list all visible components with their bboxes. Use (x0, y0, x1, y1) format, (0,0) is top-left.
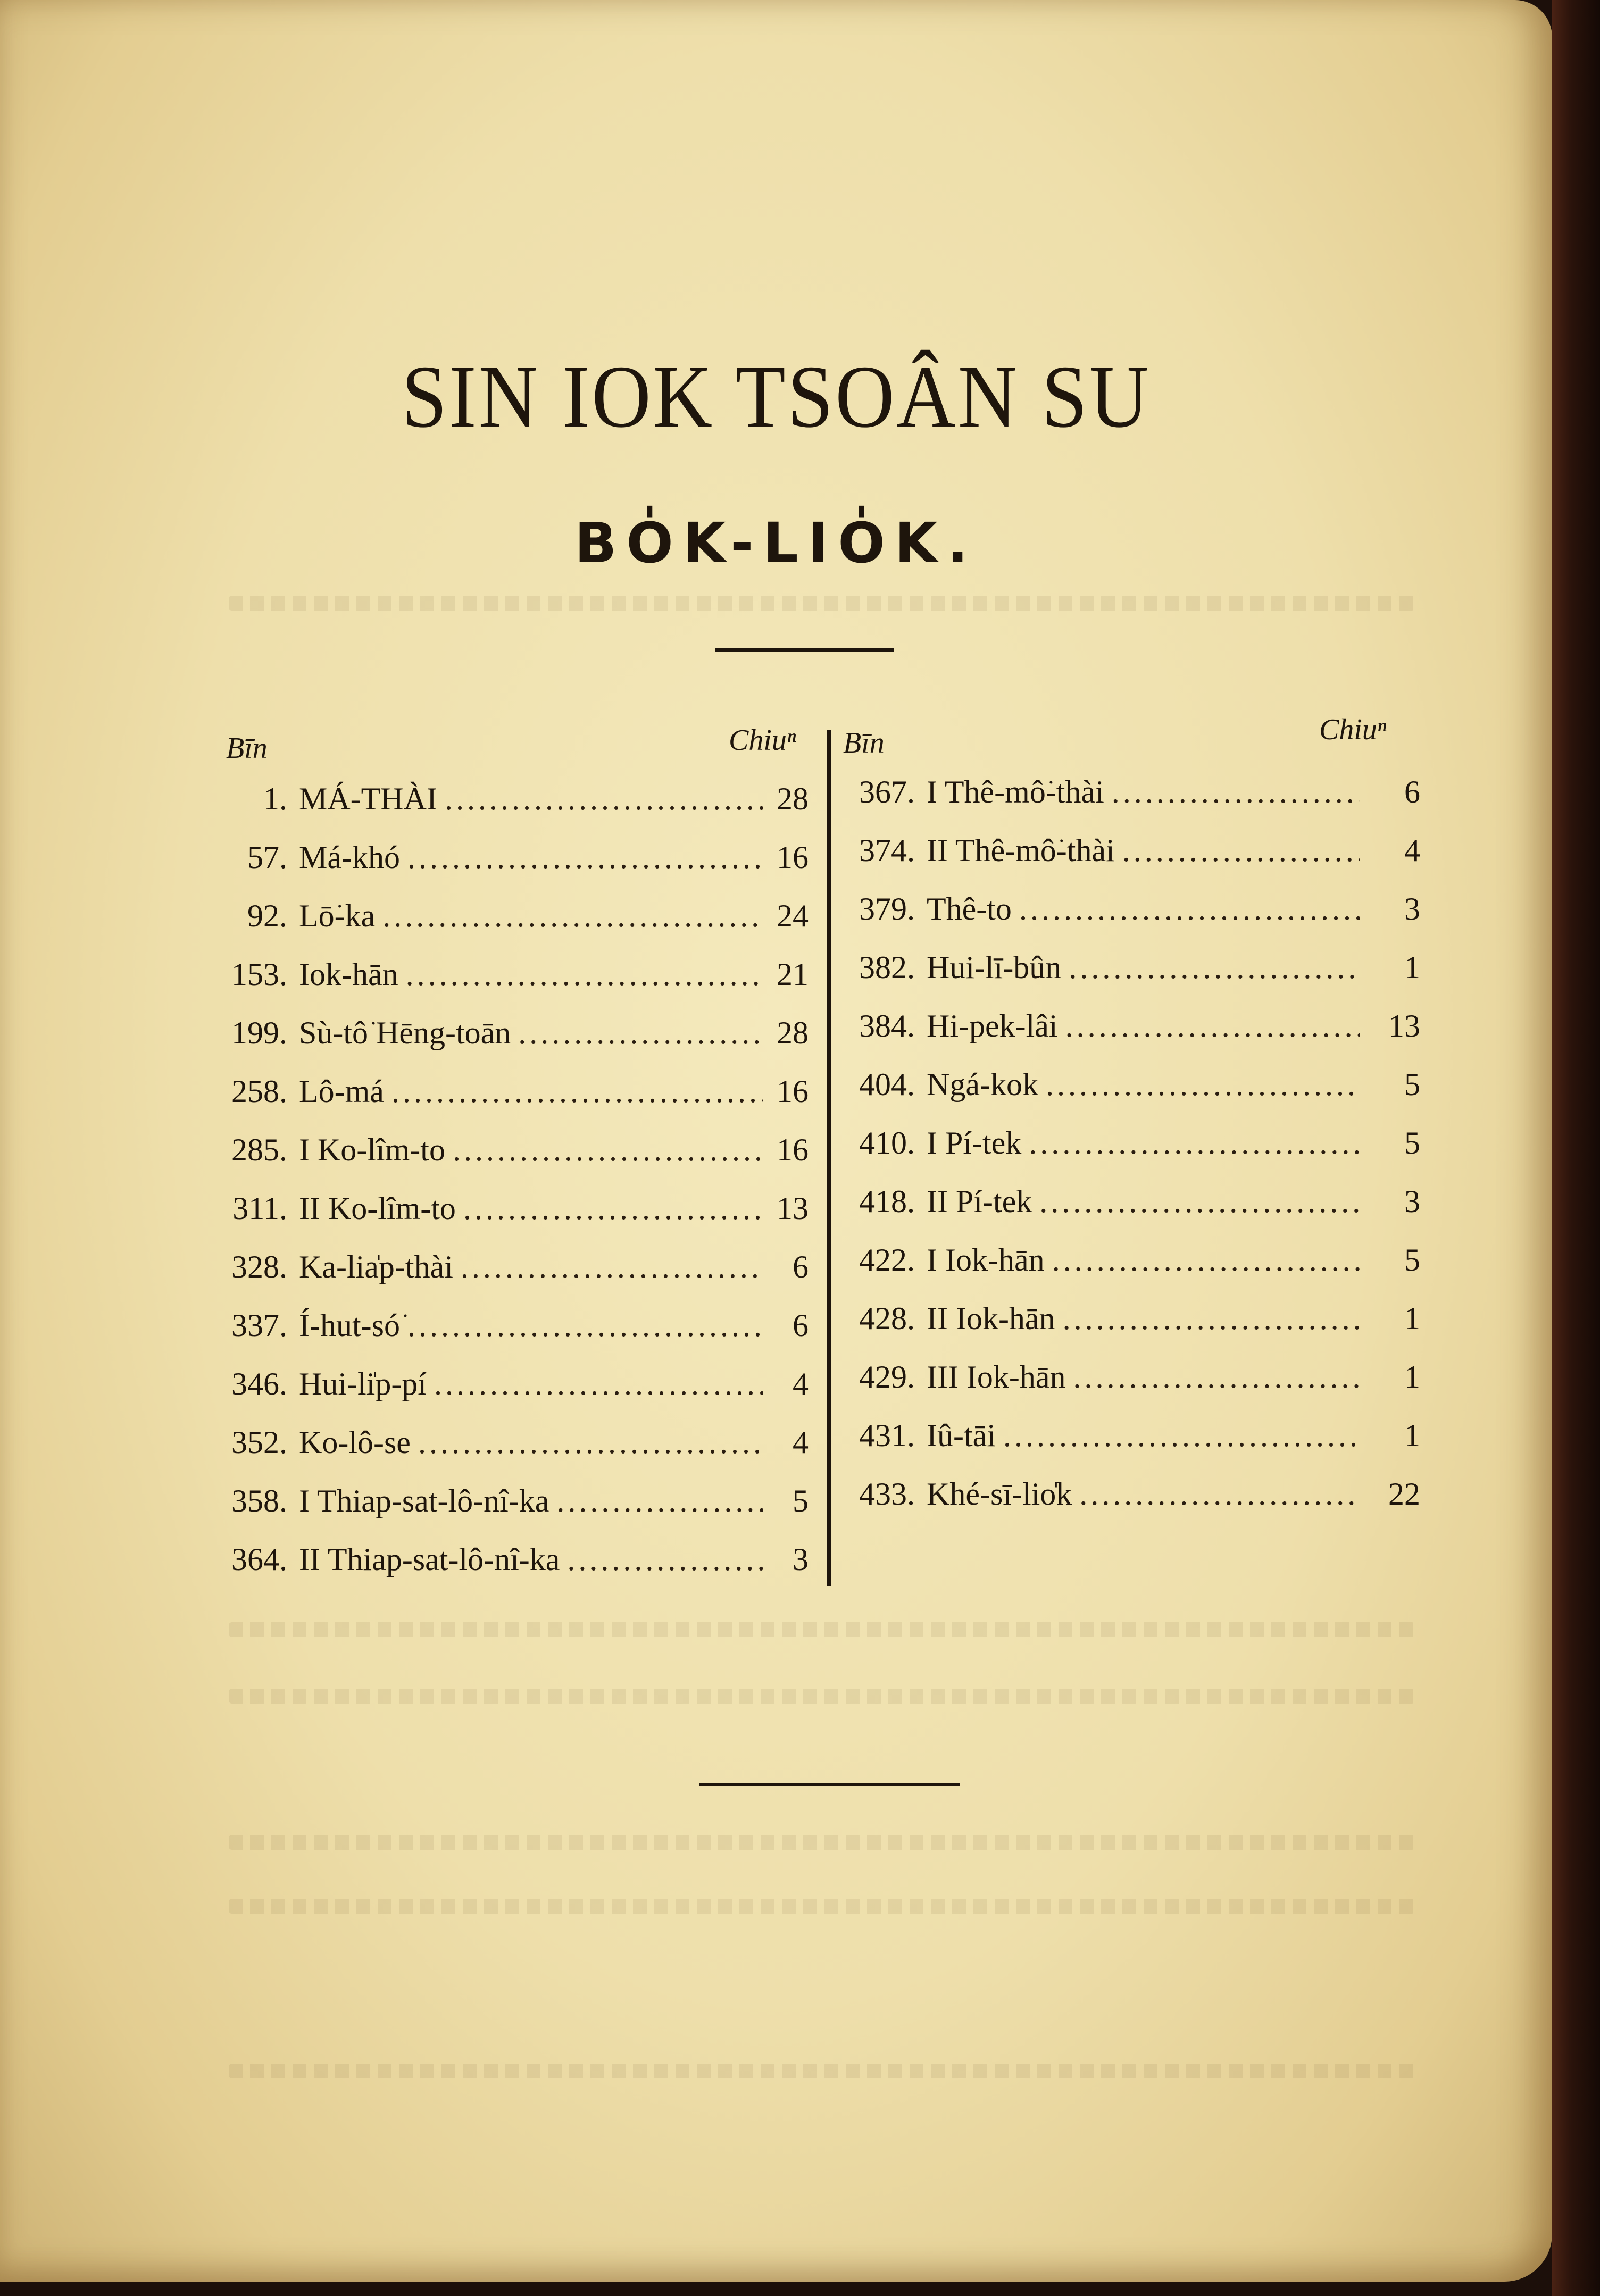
page-number: 404. (859, 1067, 915, 1102)
chapter-count: 16 (777, 1132, 809, 1167)
dot-leader (407, 839, 763, 876)
dot-leader (407, 1307, 763, 1344)
chapter-count: 16 (777, 1074, 809, 1109)
contents-entry (835, 774, 1420, 832)
right-chapter-header: Chiuⁿ (1319, 713, 1387, 746)
book-name: Hi-pek-lâi (927, 1008, 1058, 1043)
book-name: Í-hut-só͘ (299, 1308, 400, 1343)
page-number: 429. (859, 1359, 915, 1395)
chapter-count: 6 (1404, 774, 1420, 809)
dot-leader (1029, 1125, 1360, 1162)
chapter-count: 1 (1404, 950, 1420, 985)
chapter-count: 3 (1404, 891, 1420, 926)
chapter-count: 5 (1404, 1067, 1420, 1102)
chapter-count: 4 (793, 1366, 809, 1401)
contents-entry (835, 1008, 1420, 1066)
page-number: 382. (859, 950, 915, 985)
bleed-through-line (229, 2064, 1415, 2078)
chapter-count: 3 (793, 1542, 809, 1577)
page-number: 433. (859, 1476, 915, 1512)
book-name: Ngá-kok (927, 1067, 1038, 1102)
book-name: Ko-lô-se (299, 1425, 411, 1460)
dot-leader (556, 1483, 763, 1519)
book-name: Iok-hān (299, 957, 398, 992)
contents-entry (835, 949, 1420, 1008)
dot-leader (418, 1424, 763, 1461)
dot-leader (1112, 774, 1360, 811)
book-name: II Ko-lîm-to (299, 1191, 456, 1226)
page-number: 92. (247, 898, 287, 933)
page-number: 1. (263, 781, 287, 816)
dot-leader (434, 1366, 763, 1402)
contents-entry (835, 1476, 1420, 1534)
contents-entry (835, 891, 1420, 949)
chapter-count: 22 (1388, 1476, 1420, 1512)
contents-entry (223, 1073, 809, 1132)
left-page-header: Bīn (226, 732, 268, 765)
dot-leader (445, 781, 763, 817)
page-number: 358. (231, 1483, 287, 1518)
book-name: Sù-tô͘ Hēng-toān (299, 1015, 511, 1050)
page-number: 364. (231, 1542, 287, 1577)
contents-entry (223, 1190, 809, 1249)
contents-entry (835, 832, 1420, 891)
dot-leader (1019, 891, 1360, 928)
dot-leader (567, 1541, 763, 1578)
bleed-through-line (229, 1689, 1415, 1704)
contents-entry (223, 1249, 809, 1307)
chapter-count: 5 (1404, 1242, 1420, 1278)
page-number: 346. (231, 1366, 287, 1401)
chapter-count: 13 (1388, 1008, 1420, 1043)
page-title: SIN IOK TSOÂN SU (401, 347, 1151, 446)
book-name: I Iok-hān (927, 1242, 1045, 1278)
dot-leader (406, 956, 763, 993)
dot-leader (1039, 1183, 1360, 1220)
page-number: 199. (231, 1015, 287, 1050)
page-number: 410. (859, 1125, 915, 1160)
right-page-header: Bīn (843, 727, 885, 759)
dot-leader (382, 898, 763, 934)
book-name: Khé-sī-lio̍k (927, 1476, 1072, 1512)
chapter-count: 6 (793, 1308, 809, 1343)
bleed-through-line (229, 1899, 1415, 1914)
contents-entry (223, 898, 809, 956)
chapter-count: 5 (793, 1483, 809, 1518)
chapter-count: 16 (777, 840, 809, 875)
chapter-count: 5 (1404, 1125, 1420, 1160)
page-number: 337. (231, 1308, 287, 1343)
book-name: Thê-to (927, 891, 1012, 926)
page-number: 352. (231, 1425, 287, 1460)
contents-entry (835, 1242, 1420, 1300)
chapter-count: 13 (777, 1191, 809, 1226)
dot-leader (463, 1190, 763, 1227)
book-name: MÁ-THÀI (299, 781, 437, 816)
page-number: 311. (232, 1191, 287, 1226)
contents-entry (835, 1417, 1420, 1476)
dot-leader (1003, 1417, 1360, 1454)
dot-leader (1069, 949, 1360, 986)
chapter-count: 1 (1404, 1301, 1420, 1336)
book-name: II Thiap-sat-lô-nî-ka (299, 1542, 560, 1577)
dot-leader (1073, 1359, 1360, 1396)
dot-leader (391, 1073, 763, 1110)
book-name: II Iok-hān (927, 1301, 1055, 1336)
chapter-count: 3 (1404, 1184, 1420, 1219)
page-number: 422. (859, 1242, 915, 1278)
page-number: 153. (231, 957, 287, 992)
contents-entry (223, 1132, 809, 1190)
dot-leader (1052, 1242, 1360, 1279)
book-spine (1552, 0, 1600, 2296)
dot-leader (1063, 1300, 1360, 1337)
top-divider (715, 648, 894, 652)
book-name: I Thê-mô͘-thài (927, 774, 1104, 809)
book-name: II Pí-tek (927, 1184, 1032, 1219)
chapter-count: 24 (777, 898, 809, 933)
page-number: 384. (859, 1008, 915, 1043)
page-number: 374. (859, 833, 915, 868)
chapter-count: 1 (1404, 1359, 1420, 1395)
page-number: 428. (859, 1301, 915, 1336)
page-number: 57. (247, 840, 287, 875)
dot-leader (1079, 1476, 1360, 1513)
contents-entry (223, 1483, 809, 1541)
chapter-count: 28 (777, 1015, 809, 1050)
contents-entry (835, 1183, 1420, 1242)
book-name: Hui-lī-bûn (927, 950, 1062, 985)
chapter-count: 1 (1404, 1418, 1420, 1453)
dot-leader (461, 1249, 763, 1285)
dot-leader (1065, 1008, 1360, 1045)
contents-entry (835, 1300, 1420, 1359)
book-name: Ka-lia̍p-thài (299, 1249, 453, 1284)
page-number: 431. (859, 1418, 915, 1453)
chapter-count: 4 (1404, 833, 1420, 868)
book-name: I Thiap-sat-lô-nî-ka (299, 1483, 549, 1518)
book-name: Hui-li̍p-pí (299, 1366, 427, 1401)
chapter-count: 21 (777, 957, 809, 992)
dot-leader (1046, 1066, 1360, 1103)
contents-entry (223, 781, 809, 839)
contents-entry (223, 1424, 809, 1483)
column-divider (827, 730, 831, 1586)
bottom-divider (699, 1783, 960, 1786)
page-number: 285. (231, 1132, 287, 1167)
book-name: Iû-tāi (927, 1418, 996, 1453)
book-name: Má-khó (299, 840, 400, 875)
dot-leader (1122, 832, 1360, 869)
book-name: Lô-má (299, 1074, 384, 1109)
page-subtitle: BO̍K-LIO̍K. (574, 511, 978, 575)
contents-entry (835, 1125, 1420, 1183)
contents-entry (223, 839, 809, 898)
contents-entry (223, 1307, 809, 1366)
contents-list-right (835, 774, 1420, 1534)
bleed-through-line (229, 1622, 1415, 1637)
bleed-through-line (229, 596, 1415, 611)
page-number: 379. (859, 891, 915, 926)
contents-entry (223, 1015, 809, 1073)
page-number: 367. (859, 774, 915, 809)
dot-leader (453, 1132, 763, 1168)
book-name: I Pí-tek (927, 1125, 1022, 1160)
book-name: I Ko-lîm-to (299, 1132, 445, 1167)
book-name: II Thê-mô͘-thài (927, 833, 1115, 868)
page-number: 258. (231, 1074, 287, 1109)
contents-entry (835, 1066, 1420, 1125)
chapter-count: 4 (793, 1425, 809, 1460)
contents-entry (835, 1359, 1420, 1417)
bleed-through-line (229, 1835, 1415, 1850)
left-chapter-header: Chiuⁿ (729, 724, 796, 757)
contents-entry (223, 1541, 809, 1600)
contents-entry (223, 1366, 809, 1424)
page-number: 328. (231, 1249, 287, 1284)
book-name: III Iok-hān (927, 1359, 1066, 1395)
chapter-count: 28 (777, 781, 809, 816)
chapter-count: 6 (793, 1249, 809, 1284)
page-number: 418. (859, 1184, 915, 1219)
contents-entry (223, 956, 809, 1015)
dot-leader (518, 1015, 763, 1051)
contents-list-left (223, 781, 809, 1600)
book-name: Lō͘-ka (299, 898, 376, 933)
